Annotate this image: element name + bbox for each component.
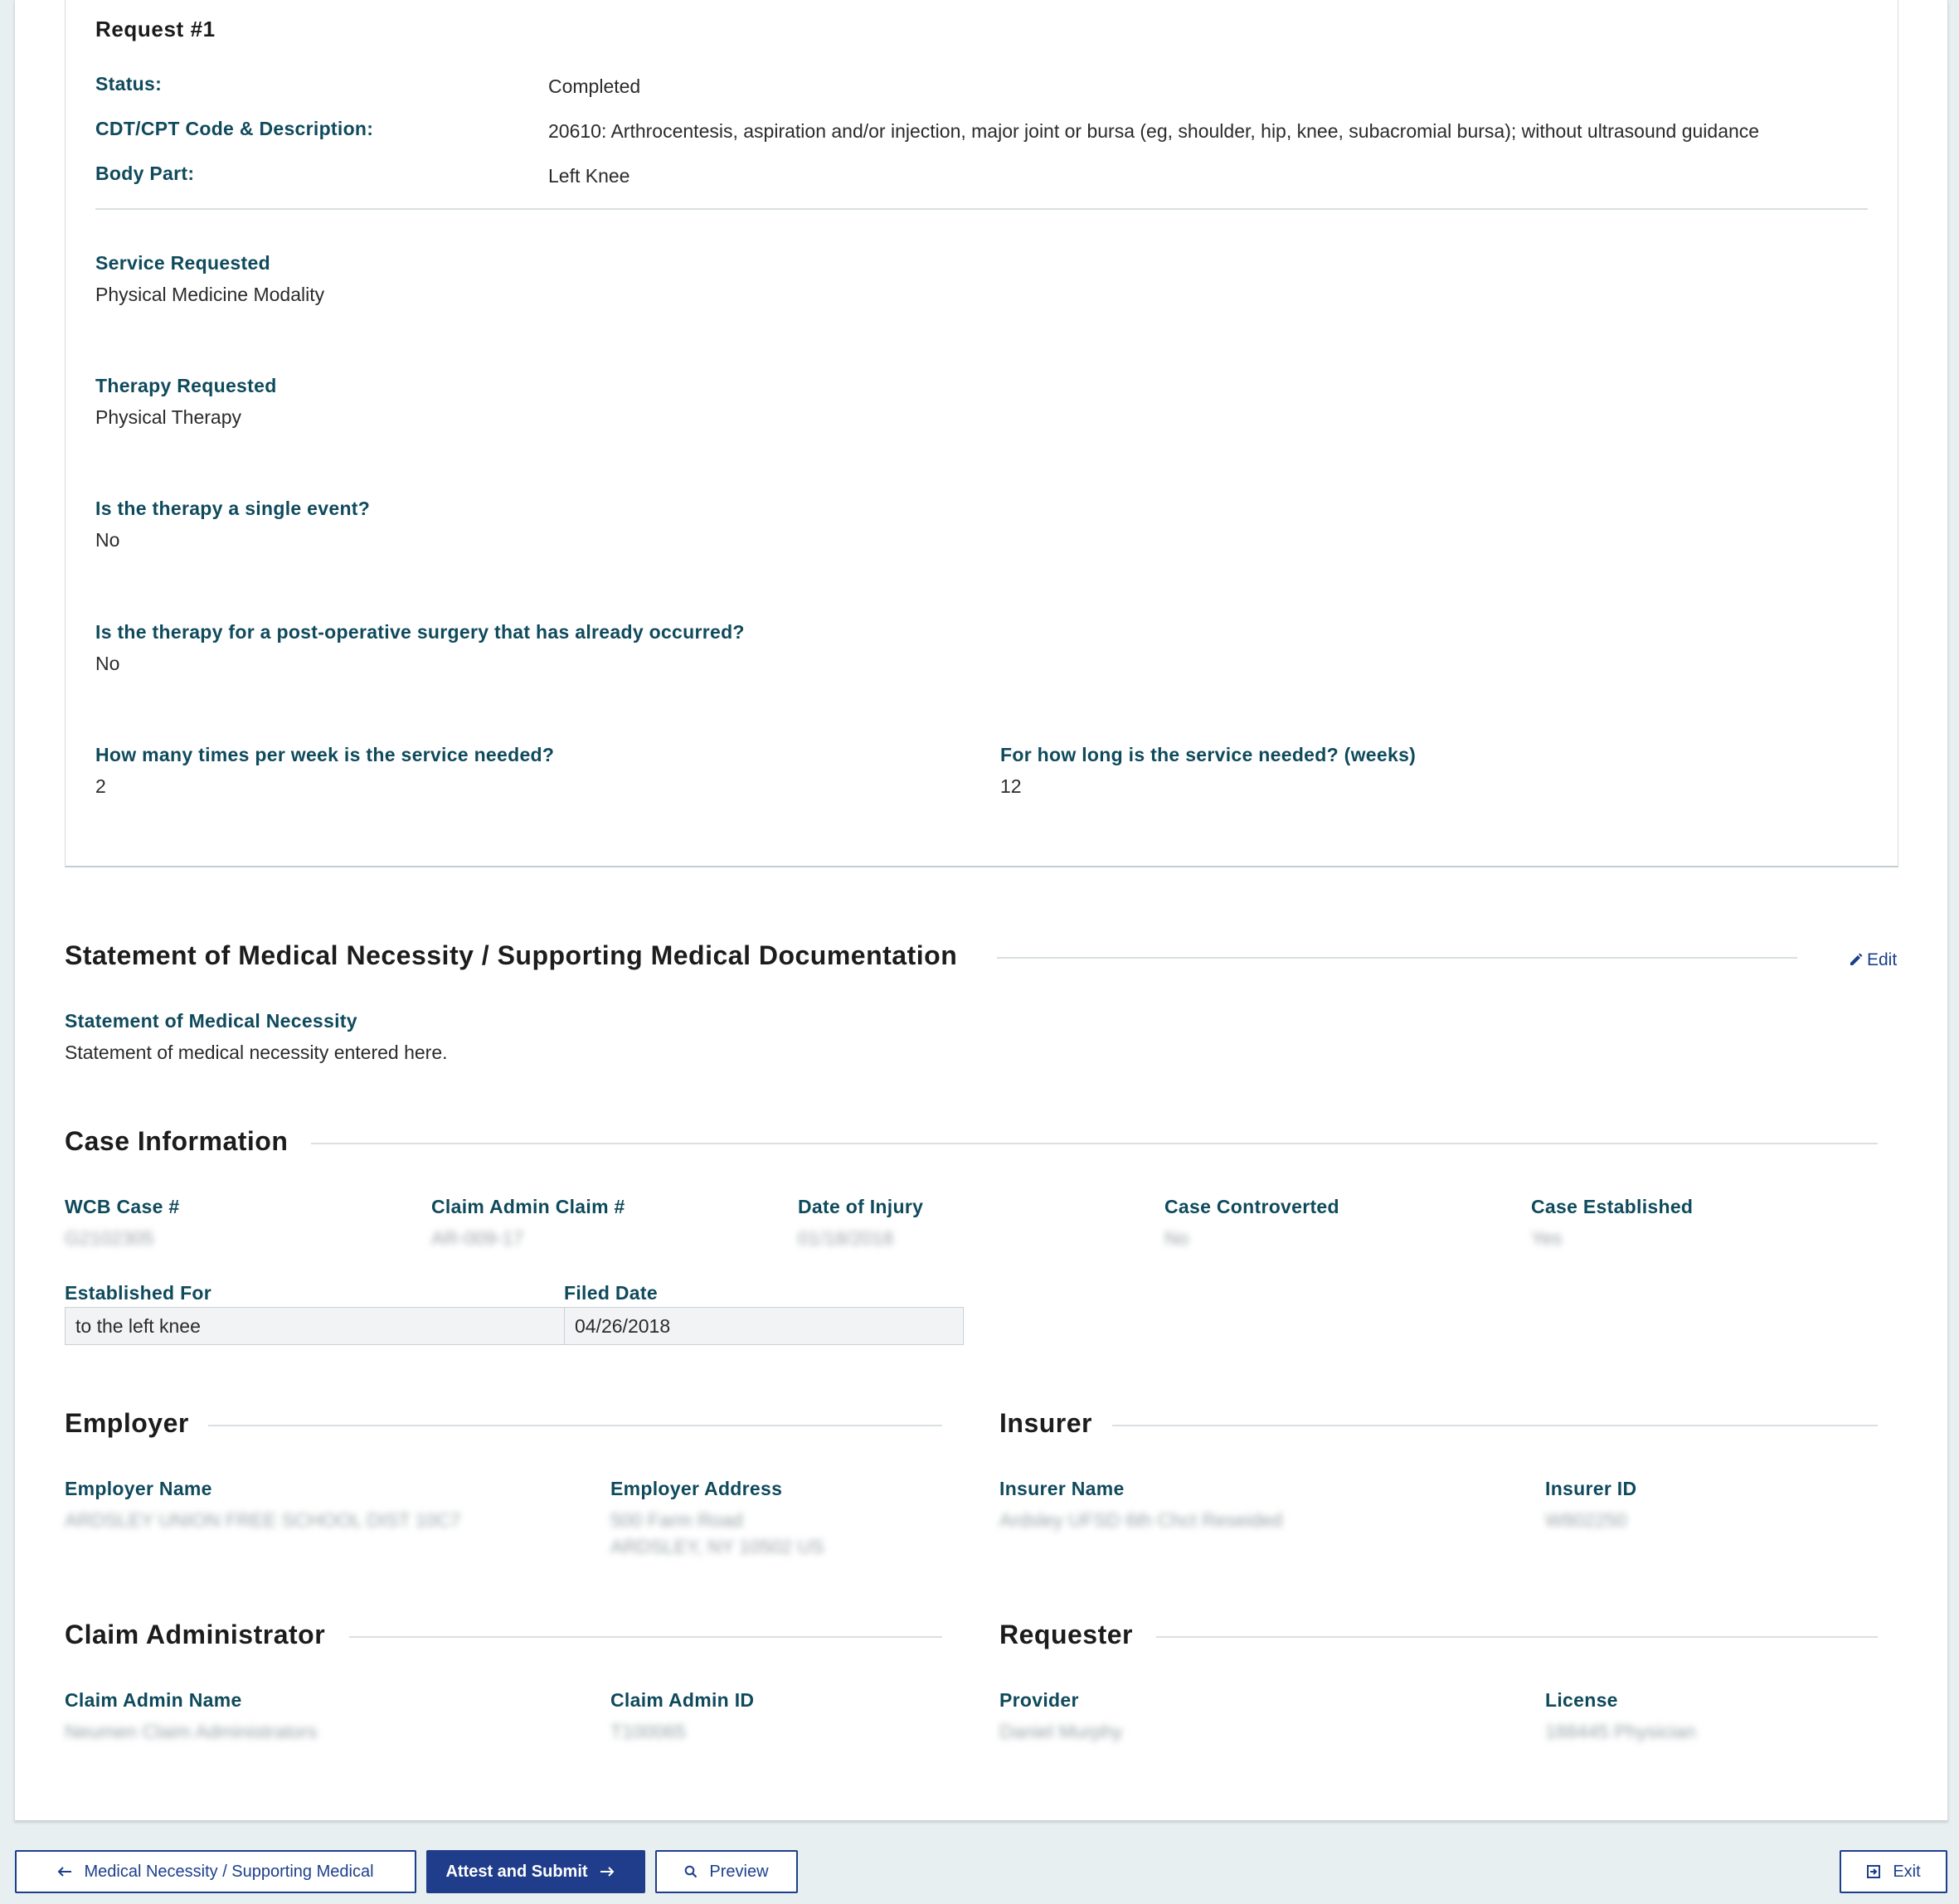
section-rule [311, 1143, 1878, 1144]
employer-address-label: Employer Address [610, 1478, 783, 1499]
body-part-label: Body Part: [95, 163, 195, 184]
section-rule [1156, 1636, 1878, 1638]
section-rule [997, 957, 1797, 959]
employer-title: Employer [65, 1408, 189, 1438]
case-established-label: Case Established [1531, 1196, 1694, 1217]
pencil-icon [1849, 952, 1864, 967]
status-value: Completed [548, 75, 641, 97]
insurer-id-label: Insurer ID [1545, 1478, 1637, 1499]
request-card [65, 0, 1898, 867]
divider [95, 208, 1868, 210]
filed-date-label: Filed Date [564, 1282, 658, 1304]
therapy-requested-label: Therapy Requested [95, 375, 277, 396]
code-value: 20610: Arthrocentesis, aspiration and/or injection, major joint or bursa (eg, shoulder, hip, knee, subacromial bursa); without ultrasound guidance [548, 120, 1760, 142]
employer-address-line1: 500 Farm Road [610, 1509, 743, 1531]
case-controverted-label: Case Controverted [1164, 1196, 1339, 1217]
back-button-label: Medical Necessity / Supporting Medical [84, 1862, 374, 1881]
claim-admin-name-label: Claim Admin Name [65, 1689, 242, 1711]
case-controverted-value: No [1164, 1227, 1189, 1249]
employer-name-label: Employer Name [65, 1478, 212, 1499]
provider-value: Daniel Murphy [999, 1721, 1123, 1742]
code-label: CDT/CPT Code & Description: [95, 118, 374, 139]
edit-label: Edit [1867, 950, 1898, 969]
requester-title: Requester [999, 1620, 1133, 1649]
wcb-case-value: G2102305 [65, 1227, 154, 1249]
insurer-name-value: Ardsley UFSD 6th Chct Reseided [999, 1509, 1283, 1531]
established-for-value: to the left knee [75, 1314, 201, 1337]
duration-label: For how long is the service needed? (weeks) [1000, 744, 1417, 765]
exit-icon [1866, 1864, 1881, 1879]
edit-link[interactable] [1849, 950, 1897, 970]
insurer-name-label: Insurer Name [999, 1478, 1125, 1499]
body-part-value: Left Knee [548, 165, 630, 187]
case-info-title: Case Information [65, 1126, 289, 1156]
attest-submit-label: Attest and Submit [445, 1862, 588, 1881]
statement-label: Statement of Medical Necessity [65, 1010, 357, 1032]
insurer-title: Insurer [999, 1408, 1092, 1438]
attest-submit-button[interactable] [426, 1850, 645, 1893]
claim-admin-title: Claim Administrator [65, 1620, 326, 1649]
times-per-week-label: How many times per week is the service needed? [95, 744, 555, 765]
wcb-case-label: WCB Case # [65, 1196, 180, 1217]
request-title: Request #1 [95, 17, 216, 41]
date-of-injury-label: Date of Injury [798, 1196, 924, 1217]
license-label: License [1545, 1689, 1618, 1711]
section-rule [1112, 1425, 1878, 1426]
preview-button[interactable] [655, 1850, 798, 1893]
exit-label: Exit [1893, 1862, 1921, 1881]
single-event-label: Is the therapy a single event? [95, 498, 371, 519]
filed-date-value: 04/26/2018 [564, 1308, 963, 1344]
therapy-requested-value: Physical Therapy [95, 406, 241, 428]
back-button[interactable] [15, 1850, 416, 1893]
search-icon [684, 1865, 698, 1878]
preview-label: Preview [709, 1862, 769, 1881]
single-event-value: No [95, 529, 120, 551]
case-established-value: Yes [1531, 1227, 1563, 1249]
date-of-injury-value: 01/18/2018 [798, 1227, 894, 1249]
times-per-week-value: 2 [95, 775, 106, 797]
provider-label: Provider [999, 1689, 1079, 1711]
employer-name-value: ARDSLEY UNION FREE SCHOOL DIST 10C7 [65, 1509, 461, 1531]
section-rule [208, 1425, 942, 1426]
section-rule [349, 1636, 942, 1638]
claim-admin-claim-label: Claim Admin Claim # [431, 1196, 625, 1217]
established-for-label: Established For [65, 1282, 212, 1304]
insurer-id-value: W802250 [1545, 1509, 1627, 1531]
established-table [65, 1307, 964, 1345]
claim-admin-id-label: Claim Admin ID [610, 1689, 755, 1711]
arrow-right-icon [600, 1866, 615, 1877]
employer-address-line2: ARDSLEY, NY 10502 US [610, 1536, 824, 1557]
statement-value: Statement of medical necessity entered here. [65, 1042, 448, 1063]
necessity-section-title: Statement of Medical Necessity / Supporting Medical Documentation [65, 940, 958, 970]
claim-admin-id-value: T100065 [610, 1721, 686, 1742]
service-requested-label: Service Requested [95, 252, 270, 274]
claim-admin-name-value: Neumen Claim Administrators [65, 1721, 318, 1742]
license-value: 188445 Physician [1545, 1721, 1696, 1742]
service-requested-value: Physical Medicine Modality [95, 284, 325, 305]
exit-button[interactable] [1840, 1850, 1947, 1893]
main-panel [14, 0, 1948, 1821]
post-op-label: Is the therapy for a post-operative surgery that has already occurred? [95, 621, 745, 643]
arrow-left-icon [57, 1866, 72, 1877]
status-label: Status: [95, 73, 163, 95]
duration-value: 12 [1000, 775, 1022, 797]
claim-admin-claim-value: AR-009-17 [431, 1227, 524, 1249]
post-op-value: No [95, 653, 120, 674]
